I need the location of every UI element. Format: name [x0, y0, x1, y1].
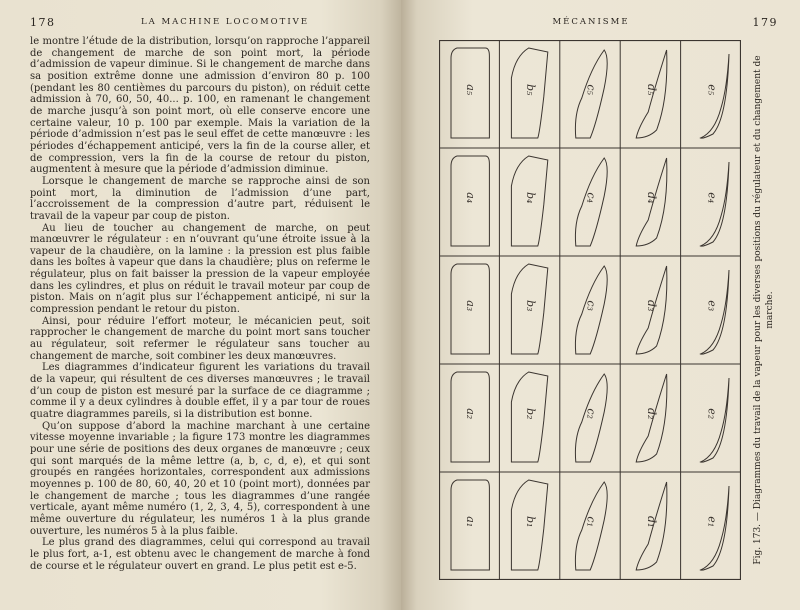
figure-173 [439, 40, 741, 580]
figure-caption-box [745, 40, 783, 580]
diagram-label-a2: a₂ [463, 408, 477, 420]
diagram-label-a4: a₄ [463, 192, 477, 204]
diagram-label-e3: e₃ [705, 300, 719, 312]
left-page-number: 178 [30, 16, 56, 29]
left-running-head [0, 16, 401, 32]
indicator-diagram-e3 [701, 270, 729, 354]
diagram-label-b4: b₄ [524, 191, 538, 204]
diagram-label-c3: c₃ [584, 300, 598, 311]
paragraph: Les diagrammes d’indicateur figurent les variations du travail de la vapeur, qui résultent de ces diverses manœuvres ; le travail d’un coup de piston est mesuré par la surface de ce diagramme ; comme il y a deux cylindres à double effet, il y a par tour de roues quatre diagrammes pareils, si la distribution est bonne. [30, 362, 370, 420]
paragraph: Ainsi, pour réduire l’effort moteur, le mécanicien peut, soit rapprocher le changement de marche du point mort sans toucher au régulateur, soit refermer le régulateur sans toucher au changement de marche, soit combiner les deux manœuvres. [30, 315, 370, 362]
diagram-label-e1: e₁ [705, 516, 719, 528]
right-running-head [401, 16, 800, 32]
right-running-title: MÉCANISME [552, 17, 630, 27]
left-running-title: LA MACHINE LOCOMOTIVE [140, 17, 310, 27]
diagram-label-d1: d₁ [644, 515, 658, 528]
diagram-grid [439, 40, 741, 580]
left-body-text [30, 36, 370, 572]
diagram-label-b1: b₁ [524, 515, 538, 528]
right-page [401, 0, 800, 610]
indicator-diagram-e4 [701, 162, 729, 246]
indicator-diagram-e5 [701, 54, 729, 138]
diagram-label-e5: e₅ [705, 84, 719, 96]
diagram-label-b2: b₂ [524, 407, 538, 420]
paragraph: Le plus grand des diagrammes, celui qui correspond au travail le plus fort, a-1, est obtenu avec le changement de marche à fond de course et le régulateur ouvert en grand. Le plus petit est e-5. [30, 537, 370, 572]
diagram-label-d4: d₄ [644, 191, 658, 204]
diagram-label-b5: b₅ [524, 83, 538, 96]
diagram-label-c2: c₂ [584, 408, 598, 419]
diagram-label-c4: c₄ [584, 192, 598, 203]
diagram-label-d2: d₂ [644, 407, 658, 420]
indicator-diagram-e1 [701, 486, 729, 570]
paragraph: Au lieu de toucher au changement de marche, on peut manœuvrer le régulateur : en n’ouvrant qu’une étroite issue à la vapeur de la chaudière, on la lamine : la pression est plus faible dans les boîtes à vapeur que dans la chaudière; plus on referme le régulateur, plus on fait baisser la pression de la vapeur employée dans les cylindres, et plus on réduit le travail moteur par coup de piston. Mais on n’agit plus sur l’échappement anticipé, ni sur la compression pendant le retour du piston. [30, 222, 370, 316]
diagram-label-e4: e₄ [705, 192, 719, 204]
paragraph: Qu’on suppose d’abord la machine marchant à une certaine vitesse moyenne invariable ; la figure 173 montre les diagrammes pour une série de positions des deux organes de manœuvre ; ceux qui sont marqués de la même lettre (a, b, c, d, e), et qui sont groupés en rangées horizontales, correspondent aux admissions moyennes p. 100 de 80, 60, 40, 20 et 10 (point mort), données par le changement de marche ; tous les diagrammes d’une rangée verticale, ayant même numéro (1, 2, 3, 4, 5), correspondent à une même ouverture du régulateur, les numéros 1 à la plus grande ouverture, les numéros 5 à la plus faible. [30, 420, 370, 537]
right-page-number: 179 [752, 16, 778, 29]
diagram-label-a5: a₅ [463, 84, 477, 96]
diagram-label-d3: d₃ [644, 299, 658, 312]
figure-caption: Fig. 173. — Diagrammes du travail de la vapeur pour les diverses positions du régulateur et du changement de marche. [753, 55, 775, 565]
indicator-diagram-e2 [701, 378, 729, 462]
diagram-label-b3: b₃ [524, 299, 538, 312]
paragraph: le montre l’étude de la distribution, lorsqu’on rapproche l’appareil de changement de marche de son point mort, la période d’admission de vapeur diminue. Si le changement de marche dans sa position extrême donne une admission d’environ 80 p. 100 (pendant les 80 centièmes du parcours du piston), on réduit cette admission à 70, 60, 50, 40... p. 100, en ramenant le changement de marche jusqu’à son point mort, où elle conserve encore une certaine valeur, 10 p. 100 par exemple. Mais la variation de la période d’admission n’est pas le seul effet de cette manœuvre : les périodes d’échappement anticipé, vers la fin de la course aller, et de compression, vers la fin de la course de retour du piston, augmentent à mesure que la période d’admission diminue. [30, 36, 370, 176]
diagram-label-c5: c₅ [584, 84, 598, 95]
diagram-label-e2: e₂ [705, 408, 719, 420]
diagram-label-a3: a₃ [463, 300, 477, 312]
diagram-label-a1: a₁ [463, 516, 477, 528]
paragraph: Lorsque le changement de marche se rapproche ainsi de son point mort, la diminution de l’admission d’une part, l’accroissement de la compression d’autre part, réduisent le travail de la vapeur par coup de piston. [30, 175, 370, 222]
diagram-label-c1: c₁ [584, 516, 598, 527]
diagram-label-d5: d₅ [644, 83, 658, 96]
